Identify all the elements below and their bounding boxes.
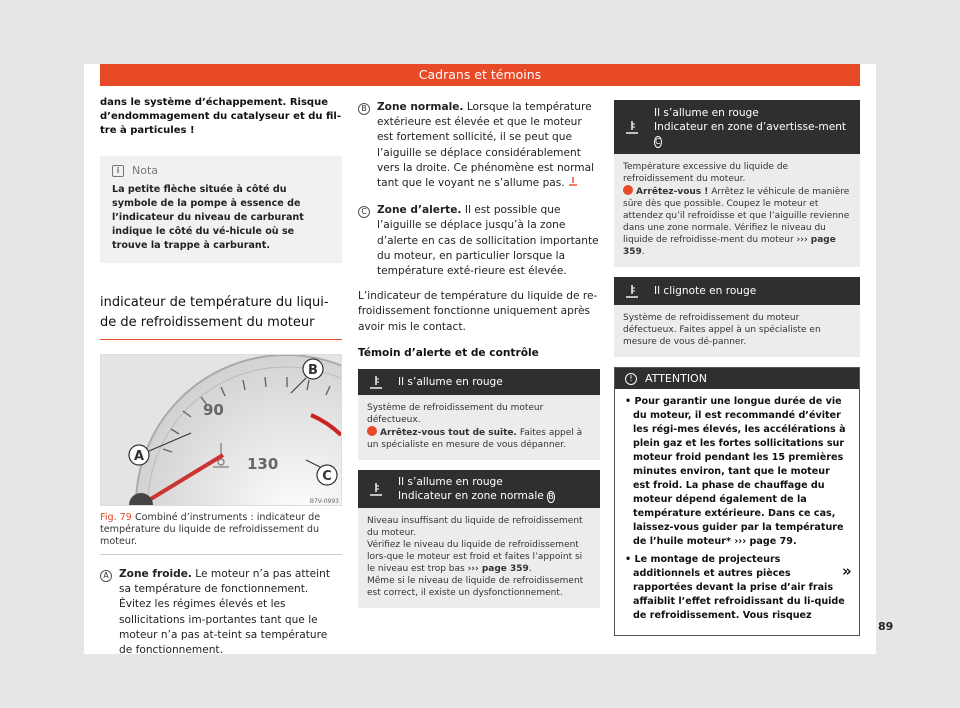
- note-box: [100, 156, 342, 263]
- info-icon: i: [112, 165, 124, 177]
- coolant-gauge-illustration: [101, 355, 342, 506]
- bullet: •: [625, 554, 632, 565]
- gauge-label-130: 130: [247, 455, 279, 473]
- warning-box-line: Même si le niveau de liquide de refroidissement est correct, il existe un dysfonctionnement.: [367, 575, 584, 598]
- page-link[interactable]: ››› page 79: [734, 536, 793, 547]
- svg-text:A: A: [133, 449, 145, 464]
- stop-icon: [367, 426, 377, 436]
- svg-text:C: C: [322, 469, 332, 484]
- warning-box-normal-zone: Il s’allume en rouge Indicateur en zone normale B Niveau insuffisant du liquide de refroidissement du moteur. Vérifiez le niveau du liquide de refroidissement lors-que le moteur est froid et faites l’appoint si le niveau est trop bas ››› page 359. Même si le niveau de liquide de refroidissement est correct, il existe un dysfonctionnement.: [358, 470, 600, 608]
- gauge-label-90: 90: [203, 401, 224, 419]
- warning-box-subtitle: Indicateur en zone d’avertisse-ment: [654, 121, 847, 133]
- warning-box-alert-zone: Il s’allume en rouge Indicateur en zone d’avertisse-ment C Température excessive du liquide de refroidissement du moteur. Arrêtez-vous ! Arrêtez le véhicule de manière sûre dès que possible. Coupez le moteur et attendez qu’il refroidisse et que l’aiguille revienne dans une zone normale. Vérifiez le niveau du liquide de refroidisse-ment du moteur ››› page 359.: [614, 100, 860, 267]
- warning-box-line: Vérifiez le niveau du liquide de refroidissement lors-que le moteur est froid et faites l’appoint si le niveau est trop bas: [367, 539, 583, 574]
- gauge-figure: [100, 354, 342, 506]
- zone-a-text: Le moteur n’a pas atteint sa température de fonctionnement. Évitez les régimes élevés et les sollicitations im-portantes tant que le moteur n’a pas at-teint sa température de fonctionnement.: [119, 568, 330, 657]
- caption-text: Combiné d’instruments : indicateur de température du liquide de refroidissement du moteur.: [100, 512, 321, 547]
- zone-b-title: Zone normale.: [377, 101, 464, 113]
- zone-a-item: [100, 567, 342, 658]
- column-2: [358, 96, 600, 608]
- marker-c: [317, 465, 337, 485]
- warning-subheading: Témoin d’alerte et de contrôle: [358, 346, 539, 359]
- coolant-temperature-icon: [624, 283, 640, 299]
- marker-b: [303, 359, 323, 379]
- warning-box-line: Niveau insuffisant du liquide de refroidissement du moteur.: [367, 515, 583, 538]
- info-paragraph: L’indicateur de température du liquide de re-froidissement fonctionne uniquement après avoir mis le contact.: [358, 290, 598, 333]
- page-number: 89: [878, 620, 894, 633]
- warning-box-line: Système de refroidissement du moteur défectueux.: [367, 402, 544, 425]
- coolant-temperature-icon: [624, 119, 640, 135]
- stop-icon: [623, 185, 633, 195]
- warning-icon: !: [625, 373, 637, 385]
- attention-point-1: Pour garantir une longue durée de vie du moteur, il est recommandé d’éviter les régi-mes élevés, les accélérations à plein gaz et les fortes sollicitations sur moteur froid pendant les 15 premières minutes environ, tant que le moteur est froid. La phase de chauffage du moteur dépend également de la température extérieure. Dans ce cas, laissez-vous guider par la température de l’huile moteur*: [633, 396, 846, 547]
- zone-b-text: Lorsque la température extérieure est élevée et que le moteur est fortement sollicité, il se peut que l’aiguille se déplace considérablement vers la droite. Ce phénomène est normal tant que le voyant ne s’allume pas.: [377, 101, 595, 190]
- bullet: •: [625, 396, 632, 407]
- figure-number: Fig. 79: [100, 512, 132, 523]
- warning-box-rest: Faites appel à un spécialiste en mesure de vous dépanner.: [367, 427, 583, 450]
- coolant-temperature-icon: [368, 374, 384, 390]
- coolant-warning-icon: [568, 176, 578, 186]
- warning-box-rest: Arrêtez le véhicule de manière sûre dès que possible. Coupez le moteur et attendez qu’il refroidisse et que l’aiguille revienne dans une zone normale. Vérifiez le niveau du liquide de refroidisse-ment du moteur: [623, 187, 850, 245]
- attention-box: ! ATTENTION • Pour garantir une longue durée de vie du moteur, il est recommandé d’éviter les régi-mes élevés, les accélérations à plein gaz et les fortes sollicitations sur moteur froid pendant les 15 premières minutes environ, tant que le moteur est froid. La phase de chauffage du moteur dépend également de la température extérieure. Dans ce cas, laissez-vous guider par la température de l’huile moteur* ››› page 79. • Le montage de projecteurs additionnels et autres pièces rapportées devant la prise d’air frais affaiblit l’effet refroidissant du li-quide de refroidissement. Vous risquez: [614, 367, 860, 636]
- stop-instruction: Arrêtez-vous tout de suite.: [380, 427, 517, 438]
- zone-c-item: [358, 203, 600, 279]
- warning-box-red: [358, 369, 600, 460]
- marker-a: [129, 445, 149, 465]
- page-header: Cadrans et témoins: [100, 64, 860, 86]
- column-3: [614, 96, 860, 636]
- stop-instruction: Arrêtez-vous !: [636, 187, 709, 197]
- warning-box-line: Température excessive du liquide de refroidissement du moteur.: [623, 162, 789, 184]
- attention-point-2: Le montage de projecteurs additionnels et autres pièces rapportées devant la prise d’air frais affaiblit l’effet refroidissant du li-quide de refroidissement. Vous risquez: [633, 554, 845, 621]
- letter-b-badge: B: [358, 103, 370, 115]
- warning-box-line: Système de refroidissement du moteur défectueux. Faites appel à un spécialiste en mesure de vous dé-panner.: [614, 305, 860, 357]
- warning-box-title: Il clignote en rouge: [654, 285, 757, 297]
- letter-b-badge: B: [548, 491, 554, 501]
- continue-arrow: »: [842, 562, 852, 580]
- letter-a-badge: A: [100, 570, 112, 582]
- column-1: [100, 96, 342, 658]
- warning-box-title: Il s’allume en rouge: [398, 475, 503, 488]
- page-link[interactable]: ››› page 359: [623, 235, 836, 257]
- section-heading: indicateur de température du liqui-de de refroidissement du moteur: [100, 293, 342, 340]
- letter-c-badge: C: [358, 206, 370, 218]
- intro-text: dans le système d’échappement. Risque d’endommagement du catalyseur et du fil-tre à particules !: [100, 97, 341, 136]
- zone-c-text: Il est possible que l’aiguille se déplace jusqu’à la zone d’alerte en cas de sollicitation importante du moteur, en particulier lorsque la température exté-rieure est élevée.: [377, 204, 599, 278]
- svg-text:B: B: [308, 363, 318, 378]
- warning-box-title: Il s’allume en rouge: [654, 107, 759, 119]
- zone-c-title: Zone d’alerte.: [377, 204, 462, 217]
- figure-caption: [100, 512, 342, 555]
- zone-b-item: [358, 100, 600, 191]
- warning-box-subtitle: Indicateur en zone normale: [398, 489, 544, 502]
- note-title: Nota: [132, 164, 159, 177]
- figure-code: B7V-0993: [309, 498, 339, 505]
- attention-title: ATTENTION: [645, 372, 707, 385]
- warning-box-title: Il s’allume en rouge: [398, 375, 503, 388]
- page-link[interactable]: ››› page 359: [467, 563, 529, 574]
- warning-box-flashing: [614, 277, 860, 357]
- coolant-temperature-icon: [368, 481, 384, 497]
- note-body: La petite flèche située à côté du symbole de la pompe à essence de l’indicateur du niveau de carburant indique le côté du vé-hicule où se trouve la trappe à carburant.: [112, 184, 304, 251]
- zone-a-title: Zone froide.: [119, 568, 192, 580]
- letter-c-badge: C: [655, 137, 661, 146]
